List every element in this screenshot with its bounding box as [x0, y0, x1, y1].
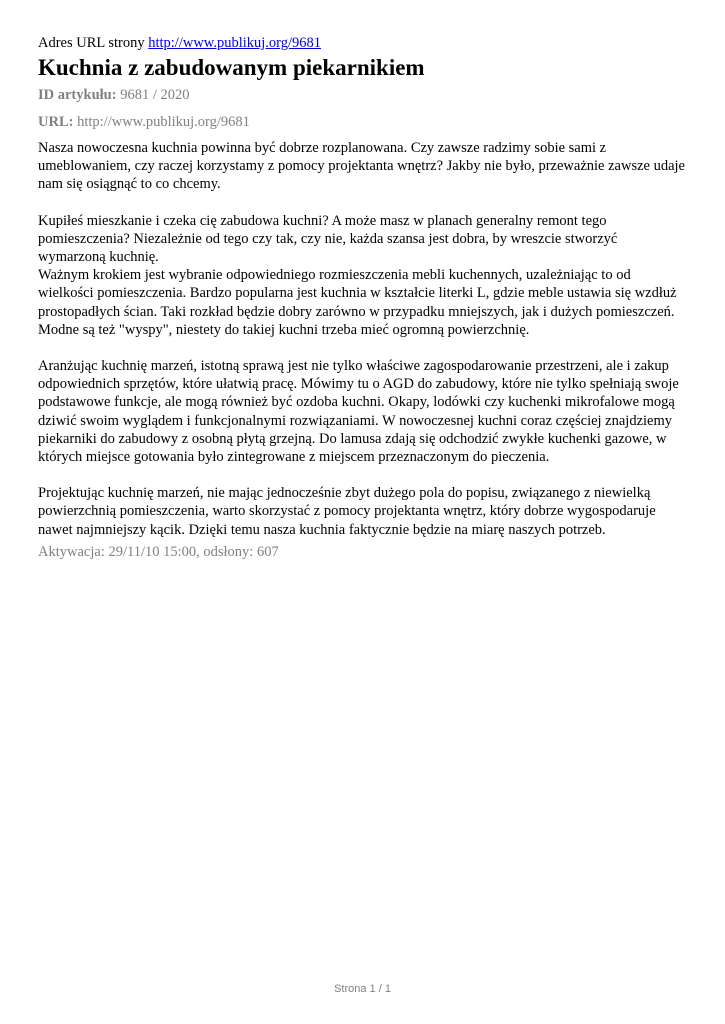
article-url-label: URL:	[38, 114, 74, 130]
source-url-label: Adres URL strony	[38, 35, 145, 51]
article-id-label: ID artykułu:	[38, 87, 117, 103]
article-paragraph: Ważnym krokiem jest wybranie odpowiedniego rozmieszczenia mebli kuchennych, uzależniając to od wielkości pomieszczenia. Bardzo popularna jest kuchnia w kształcie literki L, gdzie meble ustawia się wzdłuż prostopadłych ścian. Taki rozkład będzie dobry zarówno w przypadku mniejszych, jak i dużych pomieszczeń. Modne są też "wyspy", niestety do takiej kuchni trzeba mieć ogromną powierzchnię.	[38, 267, 677, 338]
activation-info: Aktywacja: 29/11/10 15:00, odsłony: 607	[38, 543, 279, 560]
article-paragraph: Aranżując kuchnię marzeń, istotną sprawą jest nie tylko właściwe zagospodarowanie przestrzeni, ale i zakup odpowiednich sprzętów, które ułatwią pracę. Mówimy tu o AGD do zabudowy, które nie tylko spełniają swoje podstawowe funkcje, ale mogą również być ozdoba kuchni. Okapy, lodówki czy kuchenki mikrofalowe mogą dziwić swoim wyglądem i funkcjonalnymi rozwiązaniami. W nowoczesnej kuchni coraz częściej znajdziemy piekarniki do zabudowy z osobną płytą grzejną. Do lamusa zdają się odchodzić zwykłe kuchenki gazowe, w których miejsce gotowania było zintegrowane z miejscem przeznaczonym do pieczenia.	[38, 358, 679, 466]
page-number: Strona 1 / 1	[334, 983, 391, 995]
source-url-line	[38, 34, 688, 52]
article-url-line	[38, 113, 688, 131]
article-id-line	[38, 86, 688, 104]
article-url-value: http://www.publikuj.org/9681	[77, 114, 250, 130]
source-url-link[interactable]: http://www.publikuj.org/9681	[148, 35, 322, 51]
article-body	[38, 139, 688, 539]
article-id-value: 9681 / 2020	[120, 87, 190, 103]
article-paragraph: Projektując kuchnię marzeń, nie mając jednocześnie zbyt dużego pola do popisu, związanego z niewielką powierzchnią pomieszczenia, warto skorzystać z pomocy projektanta wnętrz, który dobrze wygospodaruje nawet najmniejszy kącik. Dzięki temu nasza kuchnia faktycznie będzie na miarę naszych potrzeb.	[38, 485, 656, 538]
article-paragraph: Kupiłeś mieszkanie i czeka cię zabudowa kuchni? A może masz w planach generalny remont tego pomieszczenia? Niezależnie od tego czy tak, czy nie, każda szansa jest dobra, by wreszcie stworzyć wymarzoną kuchnię.	[38, 212, 618, 266]
document-page	[38, 34, 688, 575]
article-paragraph: Nasza nowoczesna kuchnia powinna być dobrze rozplanowana. Czy zawsze radzimy sobie sami z umeblowaniem, czy raczej korzystamy z pomocy projektanta wnętrz? Jakby nie było, przeważnie zawsze udaje nam się osiągnąć to co chcemy.	[38, 140, 685, 193]
article-title: Kuchnia z zabudowanym piekarnikiem	[38, 55, 425, 80]
